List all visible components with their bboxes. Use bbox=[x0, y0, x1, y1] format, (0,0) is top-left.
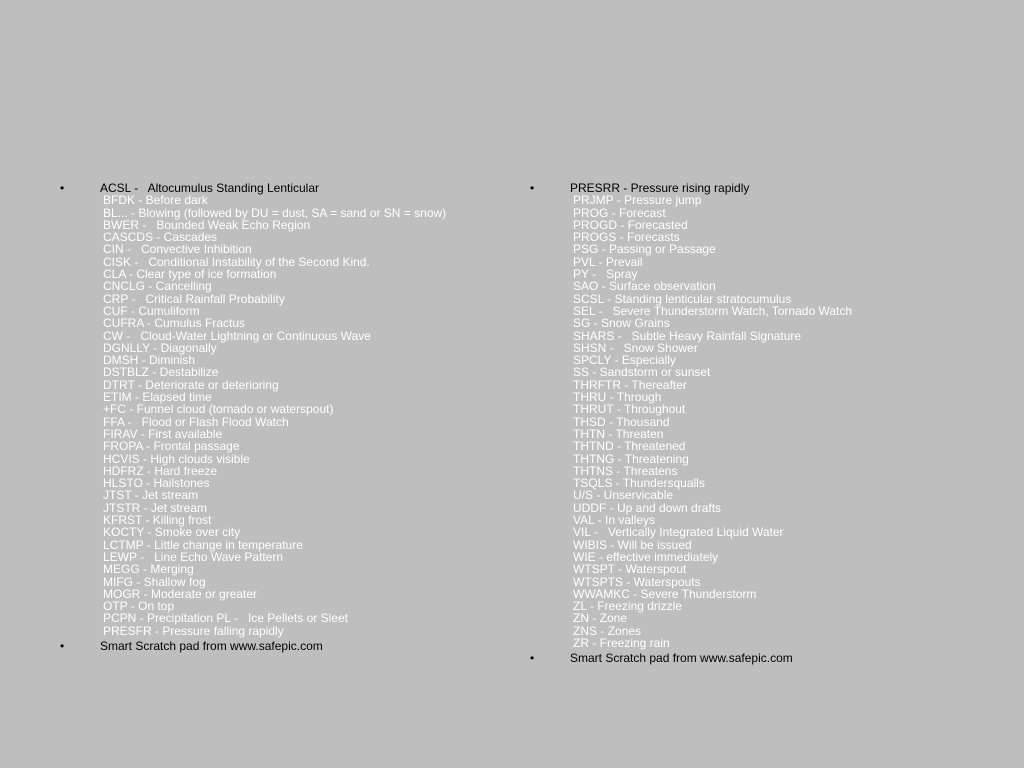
term-line: ZR - Freezing rain bbox=[573, 635, 670, 650]
term-line: JTSTR - Jet stream bbox=[103, 500, 208, 515]
bullet-icon: • bbox=[60, 638, 65, 653]
term-line: PVL - Prevail bbox=[573, 254, 643, 269]
right-column bbox=[530, 182, 970, 665]
left-footer-text: Smart Scratch pad from www.safepic.com bbox=[100, 638, 323, 653]
term-line: SS - Sandstorm or sunset bbox=[573, 365, 711, 380]
right-footer-bullet bbox=[530, 652, 970, 664]
term-line: VIL - Vertically Integrated Liquid Water bbox=[573, 525, 784, 540]
term-line: DGNLLY - Diagonally bbox=[103, 340, 217, 355]
term-line: CIN - Convective Inhibition bbox=[103, 242, 252, 257]
right-footer-text: Smart Scratch pad from www.safepic.com bbox=[570, 651, 793, 666]
term-line: CLA - Clear type of ice formation bbox=[103, 267, 277, 282]
term-line: CW - Cloud-Water Lightning or Continuous Wave bbox=[103, 328, 371, 343]
term-line: CNCLG - Cancelling bbox=[103, 279, 212, 294]
term-line: SG - Snow Grains bbox=[573, 316, 670, 331]
term-line: FIRAV - First available bbox=[103, 426, 223, 441]
term-line: THSD - Thousand bbox=[573, 414, 670, 429]
term-line: ZNS - Zones bbox=[573, 623, 642, 638]
term-line: BL... - Blowing (followed by DU = dust, SA = sand or SN = snow) bbox=[103, 205, 447, 220]
term-line: CISK - Conditional Instability of the Second Kind. bbox=[103, 254, 370, 269]
term-line: SHSN - Snow Shower bbox=[573, 340, 698, 355]
term-line: HDFRZ - Hard freeze bbox=[103, 463, 218, 478]
term-line: WIE - effective immediately bbox=[573, 549, 719, 564]
term-line: OTP - On top bbox=[103, 599, 175, 614]
term-line: MOGR - Moderate or greater bbox=[103, 586, 258, 601]
term-line: PCPN - Precipitation PL - Ice Pellets or Sleet bbox=[103, 611, 348, 626]
left-footer-bullet bbox=[60, 640, 490, 652]
term-line: CUF - Cumuliform bbox=[103, 303, 200, 318]
term-line: DTRT - Deteriorate or deterioring bbox=[103, 377, 279, 392]
left-term-bullet bbox=[60, 182, 490, 637]
left-term-list bbox=[100, 194, 490, 637]
term-line: MEGG - Merging bbox=[103, 562, 194, 577]
term-line: SCSL - Standing lenticular stratocumulus bbox=[573, 291, 792, 306]
left-heading-term: ACSL - Altocumulus Standing Lenticular bbox=[100, 181, 320, 195]
term-line: CASCDS - Cascades bbox=[103, 230, 218, 245]
term-line: CUFRA - Cumulus Fractus bbox=[103, 316, 246, 331]
right-heading-term: PRESRR - Pressure rising rapidly bbox=[570, 181, 750, 195]
term-line: PROGS - Forecasts bbox=[573, 230, 680, 245]
bullet-icon: • bbox=[60, 181, 65, 195]
term-line: PRJMP - Pressure jump bbox=[573, 193, 702, 208]
term-line: PROGD - Forecasted bbox=[573, 217, 688, 232]
bullet-icon: • bbox=[530, 651, 535, 666]
term-line: HLSTO - Hailstones bbox=[103, 476, 210, 491]
term-line: VAL - In valleys bbox=[573, 513, 656, 528]
term-line: PROG - Forecast bbox=[573, 205, 666, 220]
term-line: DSTBLZ - Destabilize bbox=[103, 365, 219, 380]
term-line: LCTMP - Little change in temperature bbox=[103, 537, 303, 552]
term-line: FROPA - Frontal passage bbox=[103, 439, 240, 454]
right-term-list bbox=[570, 194, 970, 649]
term-line: U/S - Unservicable bbox=[573, 488, 674, 503]
term-line: THRUT - Throughout bbox=[573, 402, 686, 417]
term-line: ZN - Zone bbox=[573, 611, 628, 626]
term-line: ZL - Freezing drizzle bbox=[573, 599, 682, 614]
term-line: WTSPTS - Waterspouts bbox=[573, 574, 701, 589]
right-term-bullet bbox=[530, 182, 970, 649]
term-line: DMSH - Diminish bbox=[103, 353, 196, 368]
term-line: CRP - Critical Rainfall Probability bbox=[103, 291, 285, 306]
term-line: THRFTR - Thereafter bbox=[573, 377, 687, 392]
term-line: WTSPT - Waterspout bbox=[573, 562, 687, 577]
term-line: HCVIS - High clouds visible bbox=[103, 451, 250, 466]
term-line: PRESFR - Pressure falling rapidly bbox=[103, 623, 284, 638]
term-line: THTND - Threatened bbox=[573, 439, 686, 454]
term-line: MIFG - Shallow fog bbox=[103, 574, 206, 589]
term-line: FFA - Flood or Flash Flood Watch bbox=[103, 414, 289, 429]
term-line: ETIM - Elapsed time bbox=[103, 390, 212, 405]
term-line: BFDK - Before dark bbox=[103, 193, 208, 208]
term-line: THTNS - Threatens bbox=[573, 463, 678, 478]
term-line: WIBIS - Will be issued bbox=[573, 537, 692, 552]
term-line: TSQLS - Thundersqualls bbox=[573, 476, 705, 491]
term-line: +FC - Funnel cloud (tornado or waterspout) bbox=[103, 402, 334, 417]
term-line: KOCTY - Smoke over city bbox=[103, 525, 241, 540]
term-line: THTN - Threaten bbox=[573, 426, 664, 441]
term-line: SPCLY - Especially bbox=[573, 353, 676, 368]
left-column bbox=[60, 182, 490, 652]
term-line: WWAMKC - Severe Thunderstorm bbox=[573, 586, 757, 601]
term-line: THTNG - Threatening bbox=[573, 451, 689, 466]
term-line: UDDF - Up and down drafts bbox=[573, 500, 722, 515]
term-line: PY - Spray bbox=[573, 267, 638, 282]
term-line: JTST - Jet stream bbox=[103, 488, 199, 503]
term-line: SHARS - Subtle Heavy Rainfall Signature bbox=[573, 328, 802, 343]
term-line: LEWP - Line Echo Wave Pattern bbox=[103, 549, 284, 564]
term-line: SEL - Severe Thunderstorm Watch, Tornado Watch bbox=[573, 303, 853, 318]
bullet-icon: • bbox=[530, 181, 535, 195]
term-line: PSG - Passing or Passage bbox=[573, 242, 716, 257]
term-line: KFRST - Killing frost bbox=[103, 513, 212, 528]
term-line: BWER - Bounded Weak Echo Region bbox=[103, 217, 311, 232]
term-line: SAO - Surface observation bbox=[573, 279, 716, 294]
term-line: THRU - Through bbox=[573, 390, 662, 405]
